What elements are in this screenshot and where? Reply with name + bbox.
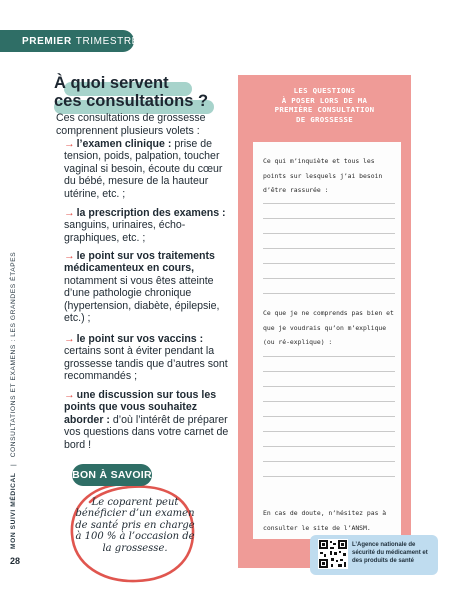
item-bold: le point sur vos traitements médicamenteux en cours, (64, 250, 215, 275)
list-item (64, 389, 234, 451)
side-title-rest: CONSULTATIONS ET EXAMENS : LES GRANDES ÉTAPES (10, 251, 17, 458)
writing-line[interactable] (263, 203, 395, 204)
arrow-icon: → (64, 138, 75, 150)
panel-title-line: À POSER LORS DE MA (281, 95, 368, 105)
page-title (54, 74, 208, 110)
bon-a-savoir-text: Le coparent peut bénéficier d’un examen de santé pris en charge à 100 % à l’occasion de la grossesse. (75, 497, 195, 554)
title-line-1: À quoi servent (54, 74, 169, 92)
writing-line[interactable] (263, 218, 395, 219)
writing-line[interactable] (263, 248, 395, 249)
item-bold: le point sur vos vaccins : (76, 333, 204, 345)
list-item (64, 207, 234, 244)
item-text: notamment si vous êtes atteinte d’une pathologie chronique (hypertension, diabète, épilepsie, etc.) ; (64, 274, 220, 325)
arrow-icon: → (64, 250, 75, 262)
item-text: certains sont à éviter pendant la grossesse tandis que d’autres sont recommandés ; (64, 345, 228, 383)
item-bold: une discussion sur tous les points que vous souhaitez aborder : (64, 389, 217, 426)
writing-line[interactable] (263, 401, 395, 402)
bon-a-savoir-badge: BON À SAVOIR (72, 464, 152, 486)
panel-footer-note: En cas de doute, n’hésitez pas à consulter le site de l’ANSM. (263, 509, 387, 532)
writing-line[interactable] (263, 386, 395, 387)
item-text: sanguins, urinaires, écho-graphiques, etc. ; (64, 219, 186, 244)
writing-line[interactable] (263, 431, 395, 432)
panel-title-line: LES QUESTIONS (293, 86, 356, 95)
writing-line[interactable] (263, 293, 395, 294)
arrow-icon: → (64, 389, 75, 401)
list-item (64, 250, 234, 324)
intro-paragraph: Ces consultations de grossesse comprennent plusieurs volets : (56, 112, 206, 137)
qr-code-icon[interactable] (318, 539, 348, 569)
writing-line[interactable] (263, 263, 395, 264)
writing-line[interactable] (263, 461, 395, 462)
banner-word-2: TRIMESTRE (75, 35, 139, 47)
arrow-icon: → (64, 207, 75, 219)
writing-line[interactable] (263, 371, 395, 372)
writing-line[interactable] (263, 476, 395, 477)
panel-title-line: DE GROSSESSE (296, 114, 353, 124)
side-running-title: MON SUIVI MÉDICAL | CONSULTATIONS ET EXAMENS : LES GRANDES ÉTAPES (10, 251, 17, 549)
item-text: d’où l’intérêt de préparer vos questions dans votre carnet de bord ! (64, 413, 229, 451)
item-bold: la prescription des examens : (76, 207, 226, 219)
writing-line[interactable] (263, 446, 395, 447)
section-banner (0, 30, 139, 52)
list-item (64, 333, 234, 383)
writing-line[interactable] (263, 233, 395, 234)
banner-word-1: PREMIER (22, 35, 72, 47)
title-line-2: ces consultations ? (54, 92, 209, 110)
item-bold: l’examen clinique : (76, 138, 172, 150)
writing-line[interactable] (263, 416, 395, 417)
heading-block (54, 74, 208, 110)
question-worries: Ce qui m’inquiète et tous les points sur lesquels j’ai besoin d’être rassurée : (263, 157, 383, 194)
arrow-icon: → (64, 333, 75, 345)
page-number: 28 (10, 556, 21, 566)
item-text: prise de tension, poids, palpation, toucher vaginal si besoin, écoute du cœur du bébé, mesure de la hauteur utérine, etc. ; (64, 138, 223, 200)
question-understanding: Ce que je ne comprends pas bien et que je voudrais qu’on m’explique (ou ré-explique) : (263, 309, 394, 346)
side-title-bold: MON SUIVI MÉDICAL (10, 472, 17, 549)
list-item (64, 138, 234, 200)
writing-line[interactable] (263, 278, 395, 279)
ansm-logo-text: L’Agence nationale de sécurité du médicament et des produits de santé (352, 542, 428, 565)
writing-line[interactable] (263, 356, 395, 357)
questions-panel-title (238, 86, 411, 124)
panel-title-line: PREMIÈRE CONSULTATION (274, 105, 375, 114)
